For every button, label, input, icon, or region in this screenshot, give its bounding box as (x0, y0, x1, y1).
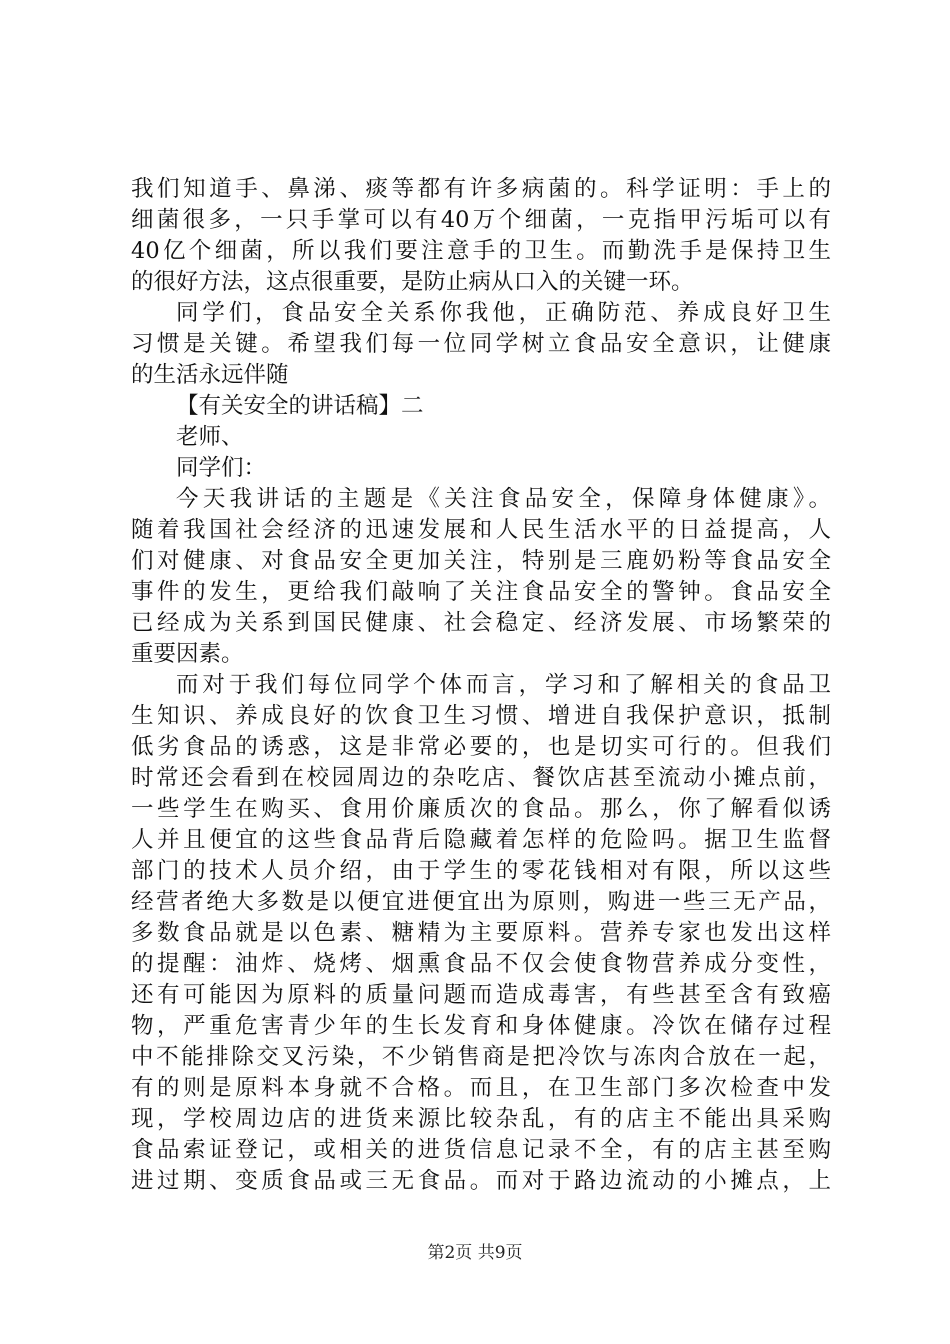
text-line: 已经成为关系到国民健康、社会稳定、经济发展、市场繁荣的 (131, 610, 831, 636)
text-line: 我们知道手、鼻涕、痰等都有许多病菌的。科学证明：手上的 (131, 176, 831, 202)
page-number-footer: 第2页 共9页 (427, 1243, 523, 1263)
document-body (131, 174, 831, 1197)
text-line: 生知识、养成良好的饮食卫生习惯、增进自我保护意识，抵制 (131, 703, 831, 729)
salutation-line: 老师、 (176, 424, 244, 450)
text-line: 多数食品就是以色素、糖精为主要原料。营养专家也发出这样 (131, 920, 831, 946)
text-line: 事件的发生，更给我们敲响了关注食品安全的警钟。食品安全 (131, 579, 831, 605)
text-line: 时常还会看到在校园周边的杂吃店、餐饮店甚至流动小摊点前， (131, 765, 831, 791)
text-line: 重要因素。 (131, 641, 244, 667)
text-line: 习惯是关键。希望我们每一位同学树立食品安全意识，让健康 (131, 331, 831, 357)
text-line: 人并且便宜的这些食品背后隐藏着怎样的危险吗。据卫生监督 (131, 827, 831, 853)
section-heading: 【有关安全的讲话稿】二 (176, 393, 424, 419)
text-line: 的生活永远伴随 (131, 362, 289, 388)
text-line: 物，严重危害青少年的生长发育和身体健康。冷饮在储存过程 (131, 1013, 831, 1039)
text-line: 中不能排除交叉污染，不少销售商是把冷饮与冻肉合放在一起， (131, 1044, 831, 1070)
text-line: 同学们，食品安全关系你我他，正确防范、养成良好卫生 (176, 300, 831, 326)
text-line: 今天我讲话的主题是《关注食品安全，保障身体健康》。 (176, 486, 831, 512)
text-line: 食品索证登记，或相关的进货信息记录不全，有的店主甚至购 (131, 1137, 831, 1163)
text-line: 的提醒：油炸、烧烤、烟熏食品不仅会使食物营养成分变性， (131, 951, 831, 977)
text-line: 低劣食品的诱惑，这是非常必要的，也是切实可行的。但我们 (131, 734, 831, 760)
text-line: 现，学校周边店的进货来源比较杂乱，有的店主不能出具采购 (131, 1106, 831, 1132)
text-line: 的很好方法，这点很重要，是防止病从口入的关键一环。 (131, 269, 694, 295)
text-line: 有的则是原料本身就不合格。而且，在卫生部门多次检查中发 (131, 1075, 831, 1101)
text-line: 经营者绝大多数是以便宜进便宜出为原则，购进一些三无产品， (131, 889, 831, 915)
text-line: 而对于我们每位同学个体而言，学习和了解相关的食品卫 (176, 672, 831, 698)
text-line: 细菌很多，一只手掌可以有40万个细菌，一克指甲污垢可以有 (131, 207, 831, 233)
text-line: 还有可能因为原料的质量问题而造成毒害，有些甚至含有致癌 (131, 982, 831, 1008)
salutation-line: 同学们： (176, 455, 267, 481)
text-line: 们对健康、对食品安全更加关注，特别是三鹿奶粉等食品安全 (131, 548, 831, 574)
text-line: 部门的技术人员介绍，由于学生的零花钱相对有限，所以这些 (131, 858, 831, 884)
text-line: 一些学生在购买、食用价廉质次的食品。那么，你了解看似诱 (131, 796, 831, 822)
text-line: 进过期、变质食品或三无食品。而对于路边流动的小摊点，上 (131, 1168, 831, 1194)
text-line: 随着我国社会经济的迅速发展和人民生活水平的日益提高，人 (131, 517, 831, 543)
text-line: 40亿个细菌，所以我们要注意手的卫生。而勤洗手是保持卫生 (131, 238, 831, 264)
